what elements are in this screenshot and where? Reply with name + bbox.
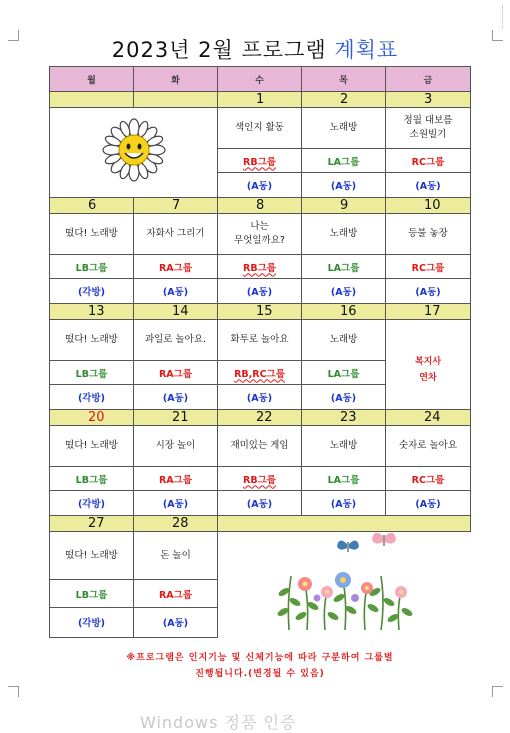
activity-cell: 노래방 <box>302 426 386 467</box>
group-cell <box>218 255 302 279</box>
week3-dates <box>50 304 471 320</box>
crop-mark-bottom-right <box>492 686 503 697</box>
room-cell: (A동) <box>386 491 471 516</box>
page-edge-marker <box>502 6 503 28</box>
activity-cell: 노래방 <box>302 108 386 149</box>
activity-line: 나는 <box>250 221 269 232</box>
smiling-daisy-icon <box>102 118 166 182</box>
notice-line: 복지사 <box>414 357 442 367</box>
room-cell: (A동) <box>302 279 386 304</box>
group-cell <box>302 467 386 491</box>
room-cell: (각방) <box>50 385 134 410</box>
group-label: RC그룹 <box>411 474 445 486</box>
program-calendar <box>49 66 471 638</box>
footer-note <box>60 650 460 682</box>
date-cell: 14 <box>134 304 218 320</box>
week1-activities <box>50 108 471 149</box>
activity-cell: 자화사 그리기 <box>134 214 218 255</box>
activity-line: 소원빌기 <box>409 129 447 140</box>
group-cell <box>302 361 386 385</box>
date-cell-holiday: 20 <box>50 410 134 426</box>
date-cell: 23 <box>302 410 386 426</box>
activity-cell: 과일로 놀아요. <box>134 320 218 361</box>
activity-cell: 떴다! 노래방 <box>50 532 134 580</box>
activity-cell: 떴다! 노래방 <box>50 426 134 467</box>
week1-dates <box>50 92 471 108</box>
group-label: RB,RC그룹 <box>234 368 285 380</box>
notice-line: 연차 <box>419 373 437 383</box>
page-title <box>0 34 510 64</box>
weekday-fri: 금 <box>386 67 471 92</box>
group-label: RA그룹 <box>158 262 193 274</box>
group-cell <box>302 255 386 279</box>
group-label: LB그룹 <box>75 262 108 274</box>
date-cell: 6 <box>50 198 134 214</box>
weekday-tue: 화 <box>134 67 218 92</box>
room-cell: (A동) <box>302 173 386 198</box>
group-label: RA그룹 <box>158 474 193 486</box>
activity-line: 무엇일까요? <box>234 235 285 246</box>
group-cell <box>134 467 218 491</box>
room-cell: (A동) <box>134 279 218 304</box>
date-cell: 7 <box>134 198 218 214</box>
weekday-mon: 월 <box>50 67 134 92</box>
group-cell <box>218 149 302 173</box>
date-cell: 9 <box>302 198 386 214</box>
activity-cell <box>386 108 471 149</box>
weekday-thu: 목 <box>302 67 386 92</box>
group-cell <box>50 255 134 279</box>
group-cell <box>50 580 134 608</box>
weekday-wed: 수 <box>218 67 302 92</box>
group-label: RA그룹 <box>158 589 193 601</box>
group-label: LB그룹 <box>75 368 108 380</box>
week3-activities <box>50 320 471 361</box>
room-cell: (A동) <box>218 173 302 198</box>
activity-cell: 떴다! 노래방 <box>50 214 134 255</box>
date-cell-empty <box>218 516 471 532</box>
room-cell: (A동) <box>218 491 302 516</box>
group-cell <box>218 361 302 385</box>
activity-cell: 색인지 활동 <box>218 108 302 149</box>
date-cell: 8 <box>218 198 302 214</box>
group-label: LA그룹 <box>327 474 360 486</box>
footer-line: ※프로그램은 인지기능 및 신체기능에 따라 구분하여 그룹별 <box>126 653 394 663</box>
activity-cell: 돈 놀이 <box>134 532 218 580</box>
week2-rooms <box>50 279 471 304</box>
room-cell: (A동) <box>386 173 471 198</box>
activity-cell: 노래방 <box>302 320 386 361</box>
week5-dates <box>50 516 471 532</box>
smiling-daisy-cell <box>50 108 218 198</box>
flower-garden-cell <box>218 532 471 638</box>
group-label: RC그룹 <box>411 262 445 274</box>
date-cell: 15 <box>218 304 302 320</box>
room-cell: (각방) <box>50 491 134 516</box>
date-cell: 22 <box>218 410 302 426</box>
holiday-notice-cell <box>386 320 471 410</box>
date-cell: 27 <box>50 516 134 532</box>
group-cell <box>50 361 134 385</box>
room-cell: (A동) <box>134 491 218 516</box>
room-cell: (A동) <box>218 279 302 304</box>
date-cell: 2 <box>302 92 386 108</box>
crop-mark-bottom-left <box>8 686 19 697</box>
date-cell: 3 <box>386 92 471 108</box>
group-cell <box>134 255 218 279</box>
week4-groups <box>50 467 471 491</box>
activity-cell: 화투로 놀아요 <box>218 320 302 361</box>
date-cell: 16 <box>302 304 386 320</box>
group-cell <box>218 467 302 491</box>
title-main: 2023년 2월 프로그램 <box>111 38 327 62</box>
date-cell <box>134 92 218 108</box>
group-cell <box>302 149 386 173</box>
date-cell: 1 <box>218 92 302 108</box>
week2-activities <box>50 214 471 255</box>
group-label: RB그룹 <box>243 474 276 486</box>
week2-groups <box>50 255 471 279</box>
group-label: RA그룹 <box>158 368 193 380</box>
week2-dates <box>50 198 471 214</box>
title-accent: 계획표 <box>334 38 399 62</box>
group-label: LB그룹 <box>75 474 108 486</box>
group-label: LB그룹 <box>75 589 108 601</box>
week5-activities <box>50 532 471 580</box>
group-label: RC그룹 <box>411 156 445 168</box>
group-label: LA그룹 <box>327 262 360 274</box>
group-cell <box>386 255 471 279</box>
room-cell: (각방) <box>50 608 134 637</box>
date-cell: 21 <box>134 410 218 426</box>
date-cell: 10 <box>386 198 471 214</box>
group-label: LA그룹 <box>327 368 360 380</box>
room-cell: (A동) <box>134 608 218 637</box>
room-cell: (A동) <box>302 385 386 410</box>
activity-cell <box>218 214 302 255</box>
butterfly-blue-icon <box>337 540 359 552</box>
room-cell: (A동) <box>218 385 302 410</box>
activity-cell: 떴다! 노래방 <box>50 320 134 361</box>
windows-activation-watermark: Windows 정품 인증 <box>140 713 297 732</box>
activity-cell: 시장 놀이 <box>134 426 218 467</box>
butterfly-pink-icon <box>372 533 396 546</box>
activity-cell: 숫자로 놀아요 <box>386 426 471 467</box>
room-cell: (A동) <box>386 279 471 304</box>
group-cell <box>134 361 218 385</box>
room-cell: (A동) <box>134 385 218 410</box>
date-cell: 13 <box>50 304 134 320</box>
room-cell: (각방) <box>50 279 134 304</box>
date-cell <box>50 92 134 108</box>
group-cell <box>50 467 134 491</box>
week4-activities <box>50 426 471 467</box>
activity-cell: 등불 놓장 <box>386 214 471 255</box>
group-label: LA그룹 <box>327 156 360 168</box>
group-cell <box>386 149 471 173</box>
group-label: RB그룹 <box>243 156 276 168</box>
group-cell <box>386 467 471 491</box>
date-cell: 28 <box>134 516 218 532</box>
activity-cell: 재미있는 게임 <box>218 426 302 467</box>
date-cell: 17 <box>386 304 471 320</box>
group-cell <box>134 580 218 608</box>
date-cell: 24 <box>386 410 471 426</box>
group-label: RB그룹 <box>243 262 276 274</box>
activity-cell: 노래방 <box>302 214 386 255</box>
week4-rooms <box>50 491 471 516</box>
activity-line: 정월 대보름 <box>403 115 453 126</box>
flower-garden-illustration <box>269 532 419 632</box>
week4-dates <box>50 410 471 426</box>
room-cell: (A동) <box>302 491 386 516</box>
footer-line: 진행됩니다.(변경될 수 있음) <box>195 669 325 679</box>
weekday-header-row <box>50 67 471 92</box>
